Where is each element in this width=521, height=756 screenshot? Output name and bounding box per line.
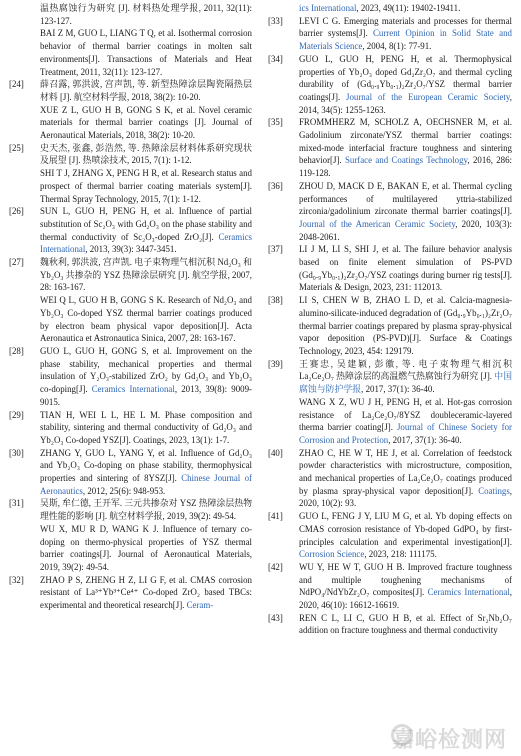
citation-text: , 2023, 49(11): 19402-19411. bbox=[356, 3, 461, 13]
reference-entry bbox=[9, 205, 252, 256]
reference-text bbox=[299, 294, 512, 358]
citation-text: LI S, CHEN W B, ZHAO L D, et al. Calcia-magnesia-alumino-silicate-induced degradation of (Gd₀.₉Yb₀.₁)₂Zr₂O₇ thermal barrier coatings prepared by plasma spray-physical vapor deposition (PS-PVD)[J]. Surface & Coatings Technology, 2023, 454: 129179. bbox=[299, 295, 512, 356]
journal-link[interactable]: Ceram- bbox=[186, 600, 214, 611]
reference-continuation bbox=[9, 27, 252, 78]
reference-text bbox=[299, 612, 512, 637]
citation-text: , 2012, 25(6): 948-953. bbox=[82, 485, 166, 496]
reference-number: [37] bbox=[268, 244, 283, 255]
reference-number: [26] bbox=[9, 206, 24, 217]
reference-entry bbox=[268, 358, 512, 396]
journal-link[interactable]: Chinese Journal of Aeronautics bbox=[40, 473, 252, 496]
reference-text bbox=[299, 510, 512, 561]
reference-text bbox=[299, 561, 512, 612]
reference-text bbox=[40, 205, 252, 256]
reference-entry bbox=[268, 243, 512, 294]
citation-text: ZHAO P S, ZHENG H Z, LI G F, et al. CMAS corrosion resistant of La³⁺Yb³⁺Ce⁴⁺ Co-doped ZrO₂ based TBCs: experimental and theoretical research[J]. bbox=[40, 574, 252, 611]
reference-number: [35] bbox=[268, 117, 283, 128]
reference-continuation bbox=[9, 167, 252, 205]
reference-number: [36] bbox=[268, 180, 283, 191]
citation-text: WANG X Z, WU J H, PENG H, et al. Hot-gas corrosion resistance of La₂Ce₂O₇/8YSZ doubleceramic-layered therma barrier coating[J]. bbox=[299, 396, 512, 433]
reference-number: [24] bbox=[9, 79, 24, 90]
citation-text: , 2017, 37(1): 36-40. bbox=[361, 384, 435, 395]
citation-text: LEVI C G. Emerging materials and processes for thermal barrier systems[J]. bbox=[299, 15, 512, 39]
reference-number: [43] bbox=[268, 612, 283, 623]
reference-text bbox=[40, 497, 252, 522]
citation-text: , 2014, 34(5): 1255-1263. bbox=[299, 91, 512, 115]
journal-link[interactable]: Journal of the European Ceramic Society bbox=[346, 91, 510, 102]
journal-link[interactable]: Current Opinion in Solid State and Materials Science bbox=[299, 28, 512, 52]
citation-text: TIAN H, WEI L L, HE L M. Phase composition and stability, sintering and thermal conductivity of Gd₂O₃ and Yb₂O₃ Co-doped YSZ[J]. Coatings, 2023, 13(1): 1-7. bbox=[40, 409, 252, 445]
left-column bbox=[9, 2, 252, 612]
reference-entry bbox=[9, 409, 252, 447]
citation-text: , 2023, 218: 111175. bbox=[364, 549, 437, 560]
citation-text: WU X, MU R D, WANG K J. Influence of ternary co-doping on thermo-physical properties of YSZ thermal barrier coatings[J]. Journal of Aeronautical Materials, 2019, 39(2): 49-54. bbox=[40, 523, 252, 572]
journal-link[interactable]: Coatings bbox=[478, 485, 510, 496]
reference-text bbox=[299, 180, 512, 244]
reference-entry bbox=[9, 574, 252, 612]
reference-entry bbox=[268, 53, 512, 117]
reference-text bbox=[299, 243, 512, 294]
reference-continuation bbox=[9, 294, 252, 345]
reference-continuation bbox=[9, 2, 252, 27]
journal-link[interactable]: Surface and Coatings Technology bbox=[344, 155, 468, 166]
journal-link[interactable]: Ceramics International bbox=[91, 384, 175, 395]
reference-continuation bbox=[9, 523, 252, 574]
reference-number: [38] bbox=[268, 295, 283, 306]
reference-number: [28] bbox=[9, 345, 24, 356]
reference-number: [42] bbox=[268, 561, 283, 572]
citation-text: , 2020, 46(10): 16612-16619. bbox=[299, 587, 512, 611]
citation-text: SHI T J, ZHANG X, PENG H R, et al. Research status and prospect of thermal barrier coating materials system[J]. Thermal Spray Technology, 2015, 7(1): 1-12. bbox=[40, 168, 252, 204]
citation-text: ZHAO C, HE W T, HE J, et al. Correlation of feedstock powder characteristics with microstructure, composition, and mechanical properties of La₂Ce₂O₇ coatings produced by plasma spray-physical vapor deposition[J]. bbox=[299, 447, 512, 496]
citation-text: FROMMHERZ M, SCHOLZ A, OECHSNER M, et al. Gadolinium zirconate/YSZ thermal barrier coatings: mixed-mode interfacial fracture toughness and sintering behavior[J]. bbox=[299, 117, 512, 166]
journal-link[interactable]: ics International bbox=[299, 3, 357, 13]
reference-text bbox=[299, 53, 512, 117]
reference-entry bbox=[9, 345, 252, 409]
citation-text: GUO L, GUO H, GONG S, et al. Improvement on the phase stability, mechanical properties and thermal insulation of Y₂O₃-stabilized ZrO₂ by Gd₂O₃ and Yb₂O₃ co-doping[J]. bbox=[40, 345, 252, 395]
reference-text bbox=[40, 256, 252, 294]
right-column bbox=[268, 2, 512, 637]
reference-text bbox=[40, 142, 252, 167]
reference-entry bbox=[268, 510, 512, 561]
citation-text: LI J M, LI S, SHI J, et al. The failure behavior analysis based on finite element simulation of PS-PVD (Gd₀.₉Yb₀.₁)₂Zr₂O₇/YSZ coatings during burner rig tests[J]. Materials & Design, 2023, 231: 112013. bbox=[299, 244, 512, 293]
reference-number: [29] bbox=[9, 409, 24, 420]
reference-entry bbox=[9, 142, 252, 167]
reference-continuation bbox=[268, 2, 512, 15]
citation-text: 魏秋利, 郭洪波, 宫声凯. 电子束物理气相沉积 Nd₂O₃ 和 Yb₂O₃ 共掺杂的 YSZ 热障涂层研究 [J]. 航空学报, 2007, 28: 163-167. bbox=[40, 257, 252, 293]
reference-text bbox=[40, 409, 252, 447]
reference-entry bbox=[268, 15, 512, 53]
reference-text bbox=[299, 15, 512, 53]
citation-text: BAI Z M, GUO L, LIANG T Q, et al. Isothermal corrosion behavior of thermal barrier coatings in molten salt environments[J]. Transactions of Materials and Heat Treatment, 2011, 32(11): 123-127. bbox=[40, 28, 252, 77]
citation-text: , 2020, 103(3): 2048-2061. bbox=[299, 218, 512, 242]
citation-text: , 2004, 8(1): 77-91. bbox=[362, 41, 432, 52]
reference-entry bbox=[268, 116, 512, 180]
citation-text: , 2013, 39(3): 3447-3451. bbox=[85, 244, 177, 255]
reference-entry bbox=[268, 612, 512, 637]
reference-text bbox=[40, 78, 252, 103]
reference-number: [31] bbox=[9, 498, 24, 509]
reference-entry bbox=[9, 78, 252, 103]
reference-continuation bbox=[9, 104, 252, 142]
journal-link[interactable]: 中国腐蚀与防护学报 bbox=[299, 371, 513, 395]
citation-text: 薛召露, 郭洪波, 宫声凯, 等. 新型热障涂层陶瓷隔热层材料 [J]. 航空材料学报, 2018, 38(2): 10-20. bbox=[40, 79, 252, 102]
citation-text: GUO L, FENG J Y, LIU M G, et al. Yb doping effects on CMAS corrosion resistance of Yb-doped GdPO₄ by first-principles calculation and experimental investigation[J]. bbox=[299, 511, 512, 547]
reference-number: [40] bbox=[268, 447, 283, 458]
reference-text bbox=[40, 345, 252, 409]
reference-text bbox=[40, 574, 252, 612]
reference-text bbox=[299, 358, 512, 396]
reference-number: [39] bbox=[268, 358, 283, 369]
citation-text: , 2017, 37(1): 36-40. bbox=[388, 434, 462, 445]
watermark: 嘉峪检测网 bbox=[391, 728, 507, 754]
journal-link[interactable]: Corrosion Science bbox=[299, 549, 365, 560]
reference-entry bbox=[268, 447, 512, 511]
reference-number: [30] bbox=[9, 447, 24, 458]
reference-entry bbox=[268, 294, 512, 358]
citation-text: REN C L, LI C, GUO H B, et al. Effect of Sr₂Nb₂O₇ addition on fracture toughness and thermal conductivity bbox=[299, 612, 512, 636]
citation-text: GUO L, GUO H, PENG H, et al. Thermophysical properties of Yb₂O₃ doped Gd₂Zr₂O₇ and thermal cycling durability of (Gd₀.₉Yb₀.₁)₂Zr₂O₇/YSZ thermal barrier coatings[J]. bbox=[299, 53, 512, 102]
journal-link[interactable]: Ceramics International bbox=[427, 587, 510, 598]
reference-entry bbox=[268, 180, 512, 244]
citation-text: , 2020, 10(2): 93. bbox=[299, 485, 512, 509]
citation-text: 吴斯, 牟仁德, 王开军. 三元共掺杂对 YSZ 热障涂层热物理性能的影响 [J]. 航空材料学报, 2019, 39(2): 49-54. bbox=[40, 498, 253, 522]
citation-text: 温热腐蚀行为研究 [J]. 材料热处理学报, 2011, 32(11): 123-127. bbox=[40, 3, 252, 26]
citation-text: WEI Q L, GUO H B, GONG S K. Research of Nd₂O₃ and Yb₂O₃ Co-doped YSZ thermal barrier coatings produced by electron beam physical vapor deposition[J]. Acta Aeronautica et Astronautica Sinica, 2007, 28: 163-167. bbox=[40, 295, 252, 344]
reference-number: [41] bbox=[268, 511, 283, 522]
reference-number: [25] bbox=[9, 142, 24, 153]
reference-entry bbox=[268, 561, 512, 612]
citation-text: 史天杰, 张鑫, 彭浩然, 等. 热障涂层材料体系研究现状及展望 [J]. 热喷涂技术, 2015, 7(1): 1-12. bbox=[40, 142, 252, 166]
citation-text: SUN L, GUO H, PENG H, et al. Influence of partial substitution of Sc₂O₃ with Gd₂O₃ on the phase stability and thermal conductivity of Sc₂O₃-doped ZrO₂[J]. bbox=[40, 206, 252, 242]
reference-text bbox=[299, 447, 512, 511]
reference-number: [34] bbox=[268, 53, 283, 64]
citation-text: , 2013, 39(8): 9009-9015. bbox=[40, 384, 252, 407]
reference-number: [27] bbox=[9, 257, 24, 268]
citation-text: XUE Z L, GUO H B, GONG S K, et al. Novel ceramic materials for thermal barrier coatings [J]. Journal of Aeronautical Materials, 2018, 38(2): 10-20. bbox=[40, 104, 252, 141]
citation-text: , 2016, 286: 119-128. bbox=[299, 155, 512, 179]
citation-text: ZHOU D, MACK D E, BAKAN E, et al. Thermal cycling performances of multilayered yttria-stabilized zirconia/gadolinium zirconate thermal barrier coatings[J]. bbox=[299, 180, 512, 217]
journal-link[interactable]: Journal of the American Ceramic Society bbox=[299, 218, 456, 229]
reference-continuation bbox=[268, 396, 512, 447]
reference-text bbox=[299, 116, 512, 180]
reference-entry bbox=[9, 497, 252, 522]
reference-number: [33] bbox=[268, 15, 283, 26]
reference-text bbox=[40, 447, 252, 498]
journal-link[interactable]: Ceramics International bbox=[40, 231, 252, 255]
reference-number: [32] bbox=[9, 574, 24, 585]
citation-text: WU Y, HE W T, GUO H B. Improved fracture toughness and multiple toughening mechanisms of NdPO₄/NdYbZr₂O₇ composites[J]. bbox=[299, 561, 512, 598]
citation-text: 王赛忠, 吴建颖, 彭徽, 等. 电子束物理气相沉积 La₂Ce₂O₇ 热障涂层的高温燃气热腐蚀行为研究 [J]. bbox=[299, 358, 512, 382]
reference-entry bbox=[9, 256, 252, 294]
reference-entry bbox=[9, 447, 252, 498]
journal-link[interactable]: Journal of Chinese Society for Corrosion and Protection bbox=[299, 422, 512, 445]
citation-text: ZHANG Y, GUO L, YANG Y, et al. Influence of Gd₂O₃ and Yb₂O₃ Co-doping on phase stability, thermophysical properties and sintering of 8YSZ[J]. bbox=[40, 447, 252, 484]
